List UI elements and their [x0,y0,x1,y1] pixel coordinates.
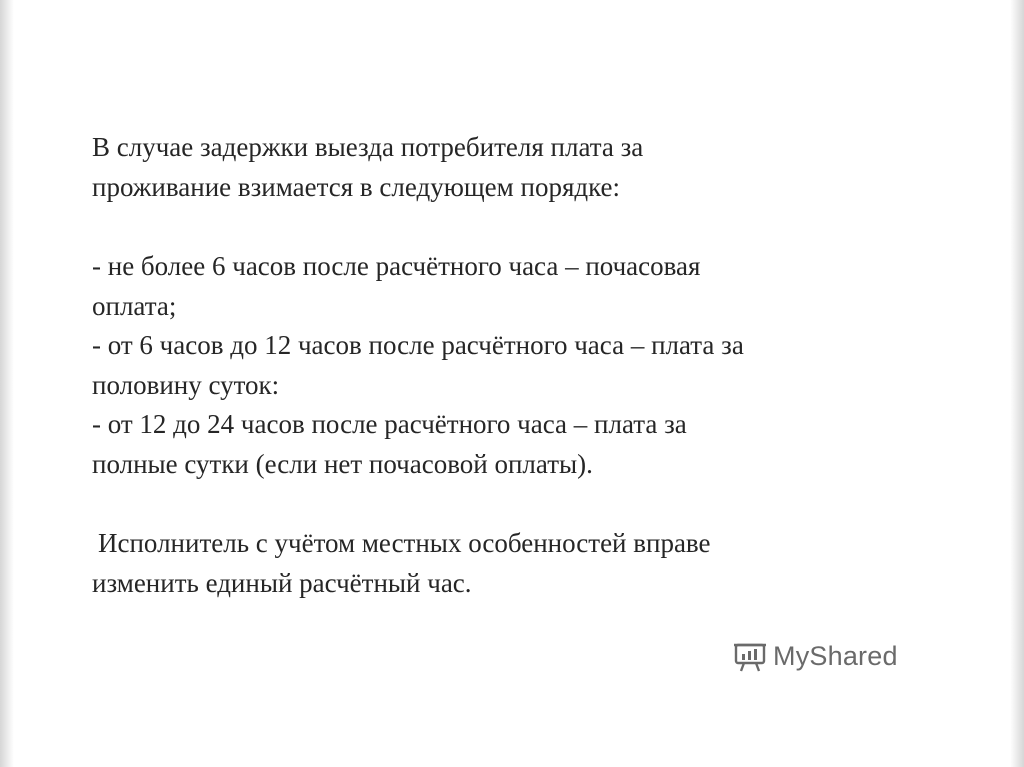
list-item-line: полные сутки (если нет почасовой оплаты). [92,448,593,479]
paragraph-line: В случае задержки выезда потребителя плата за [92,132,644,162]
list-item-line: оплата; [92,290,177,321]
slide-text-block [92,128,952,603]
list-item-line: - от 12 до 24 часов после расчётного часа – плата за [92,409,687,439]
slide-left-shadow [0,0,14,767]
list-item-line: половину суток: [92,369,280,400]
paragraph-spacer [92,484,952,524]
presentation-board-icon [733,639,767,673]
paragraph-line: Исполнитель с учётом местных особенностей вправе [98,528,711,558]
watermark-text: MyShared [773,640,898,671]
list-item-line: - не более 6 часов после расчётного часа – почасовая [92,251,701,281]
paragraph-line: проживание взимается в следующем порядке: [92,171,621,202]
watermark-logo [733,636,898,676]
paragraph-line: изменить единый расчётный час. [92,567,472,598]
paragraph-spacer [92,207,952,247]
slide-right-shadow [1010,0,1024,767]
list-item-line: - от 6 часов до 12 часов после расчётного часа – плата за [92,330,744,360]
